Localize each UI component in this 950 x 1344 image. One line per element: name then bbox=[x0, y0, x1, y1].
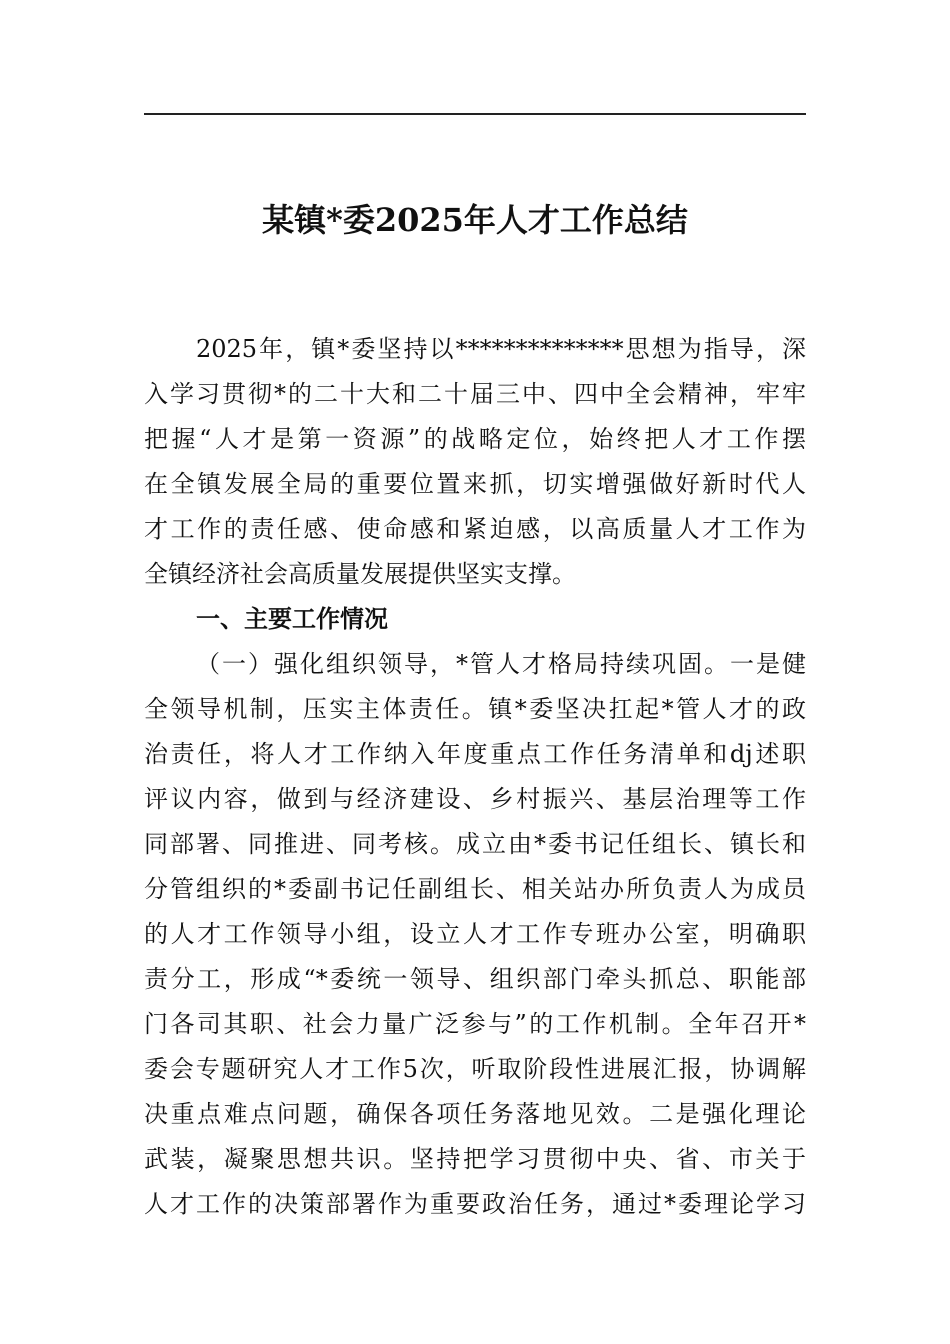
header-rule bbox=[144, 113, 806, 115]
paragraph-line: 的人才工作领导小组，设立人才工作专班办公室，明确职 bbox=[144, 920, 806, 948]
document-body bbox=[144, 327, 806, 1227]
paragraph-line: 全镇经济社会高质量发展提供坚实支撑。 bbox=[144, 560, 576, 588]
paragraph-line: 2025年，镇*委坚持以**************思想为指导，深 bbox=[196, 335, 806, 363]
paragraph-line: 分管组织的*委副书记任副组长、相关站办所负责人为成员 bbox=[144, 875, 806, 903]
paragraph-line: 评议内容，做到与经济建设、乡村振兴、基层治理等工作 bbox=[144, 785, 806, 813]
paragraph-line: 门各司其职、社会力量广泛参与”的工作机制。全年召开* bbox=[144, 1010, 806, 1038]
paragraph-line: 才工作的责任感、使命感和紧迫感，以高质量人才工作为 bbox=[144, 515, 806, 543]
paragraph-line: 责分工，形成“*委统一领导、组织部门牵头抓总、职能部 bbox=[144, 965, 806, 993]
paragraph-line: 把握“人才是第一资源”的战略定位，始终把人才工作摆 bbox=[144, 425, 806, 453]
document-title: 某镇*委2025年人才工作总结 bbox=[262, 201, 688, 239]
paragraph-line: 委会专题研究人才工作5次，听取阶段性进展汇报，协调解 bbox=[144, 1055, 806, 1083]
paragraph-line: 人才工作的决策部署作为重要政治任务，通过*委理论学习 bbox=[144, 1190, 806, 1218]
paragraph-line: 同部署、同推进、同考核。成立由*委书记任组长、镇长和 bbox=[144, 830, 806, 858]
paragraph-line: 在全镇发展全局的重要位置来抓，切实增强做好新时代人 bbox=[144, 470, 806, 498]
section-heading: 一、主要工作情况 bbox=[196, 605, 388, 633]
paragraph-line: 武装，凝聚思想共识。坚持把学习贯彻中央、省、市关于 bbox=[144, 1145, 806, 1173]
paragraph-line: 决重点难点问题，确保各项任务落地见效。二是强化理论 bbox=[144, 1100, 806, 1128]
paragraph-line: 入学习贯彻*的二十大和二十届三中、四中全会精神，牢牢 bbox=[144, 380, 806, 408]
paragraph-line: 全领导机制，压实主体责任。镇*委坚决扛起*管人才的政 bbox=[144, 695, 806, 723]
paragraph-line: （一）强化组织领导，*管人才格局持续巩固。一是健 bbox=[196, 650, 806, 678]
paragraph-line: 治责任，将人才工作纳入年度重点工作任务清单和dj述职 bbox=[144, 740, 806, 768]
